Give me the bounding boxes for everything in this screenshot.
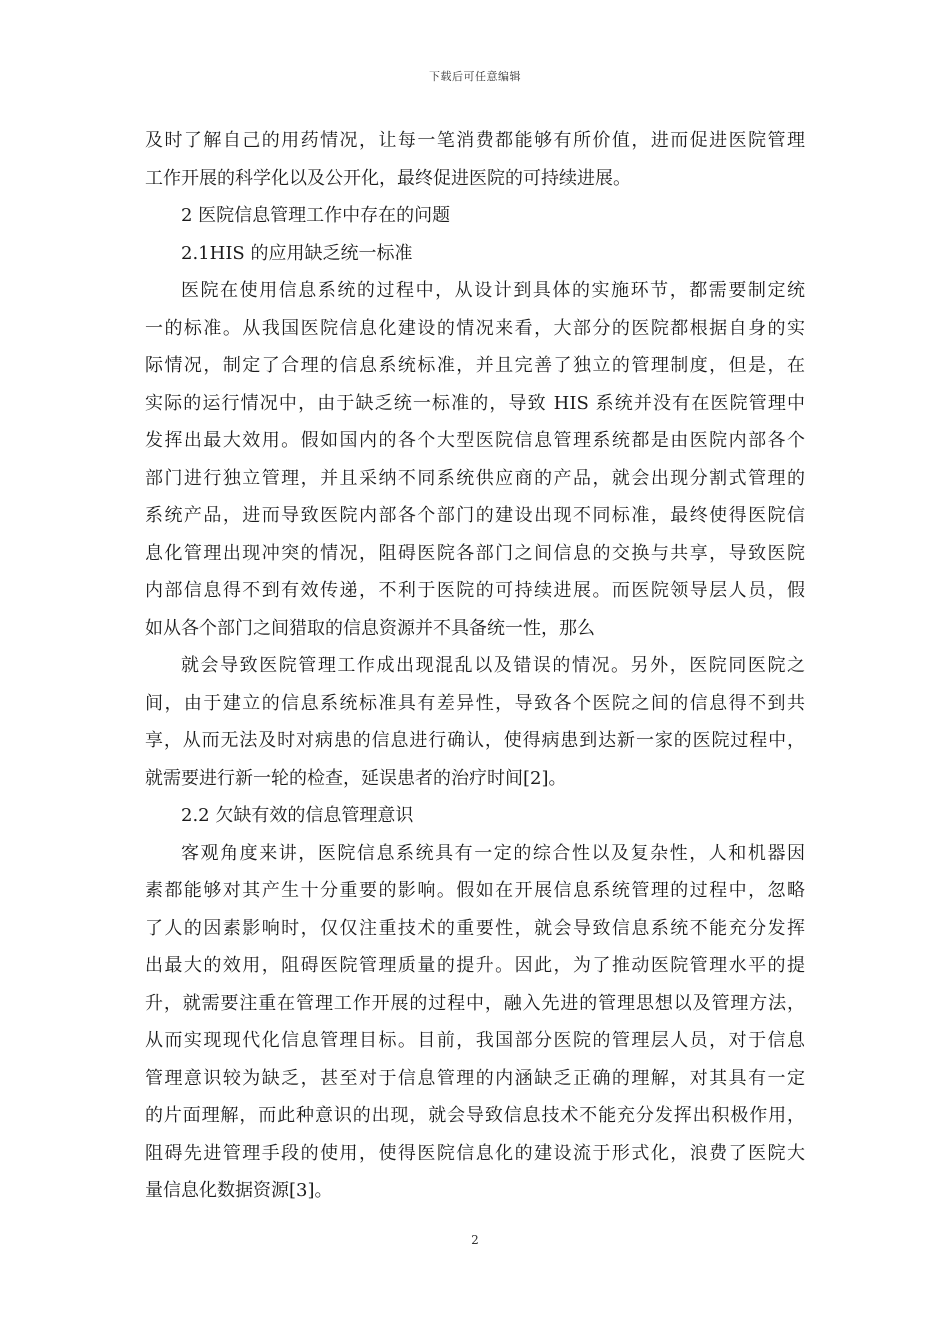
text-line: 部门进行独立管理，并且采纳不同系统供应商的产品，就会出现分割式管理的	[145, 467, 805, 489]
paragraph	[145, 122, 805, 197]
text-line: 系统产品，进而导致医院内部各个部门的建设出现不同标准，最终使得医院信	[145, 505, 805, 526]
page-number: 2	[471, 1233, 479, 1247]
text-line: 从而实现现代化信息管理目标。目前，我国部分医院的管理层人员，对于信息	[145, 1030, 805, 1051]
text-line: 息化管理出现冲突的情况，阻碍医院各部门之间信息的交换与共享，导致医院	[145, 542, 805, 564]
text-line: 及时了解自己的用药情况，让每一笔消费都能够有所价值，进而促进医院管理	[145, 130, 805, 151]
text-line: 享，从而无法及时对病患的信息进行确认，使得病患到达新一家的医院过程中，	[145, 730, 805, 751]
text-line: 出最大的效用，阻碍医院管理质量的提升。因此，为了推动医院管理水平的提	[145, 955, 805, 976]
paragraph	[145, 835, 805, 1210]
text-line: 的片面理解，而此种意识的出现，就会导致信息技术不能充分发挥出积极作用，	[145, 1105, 805, 1126]
section-heading: 2 医院信息管理工作中存在的问题	[181, 205, 451, 226]
text-line: 了人的因素影响时，仅仅注重技术的重要性，就会导致信息系统不能充分发挥	[145, 917, 805, 939]
text-line: 医院在使用信息系统的过程中，从设计到具体的实施环节，都需要制定统	[181, 280, 805, 301]
text-line: 素都能够对其产生十分重要的影响。假如在开展信息系统管理的过程中，忽略	[145, 880, 805, 901]
text-line: 量信息化数据资源[3]。	[145, 1180, 333, 1201]
text-line: 就会导致医院管理工作成出现混乱以及错误的情况。另外，医院同医院之	[181, 655, 805, 676]
text-line: 阻碍先进管理手段的使用，使得医院信息化的建设流于形式化，浪费了医院大	[145, 1142, 805, 1164]
paragraph	[145, 272, 805, 647]
text-line: 一的标准。从我国医院信息化建设的情况来看，大部分的医院都根据自身的实	[145, 317, 805, 339]
page-header: 下载后可任意编辑	[429, 70, 521, 83]
text-line: 内部信息得不到有效传递，不利于医院的可持续进展。而医院领导层人员，假	[145, 580, 805, 601]
text-line: 工作开展的科学化以及公开化，最终促进医院的可持续进展。	[145, 167, 631, 189]
document-body	[145, 122, 805, 1210]
text-line: 管理意识较为缺乏，甚至对于信息管理的内涵缺乏正确的理解，对其具有一定	[145, 1067, 805, 1089]
text-line: 客观角度来讲，医院信息系统具有一定的综合性以及复杂性，人和机器因	[181, 842, 805, 864]
text-line: 实际的运行情况中，由于缺乏统一标准的，导致 HIS 系统并没有在医院管理中	[145, 392, 805, 414]
text-line: 发挥出最大效用。假如国内的各个大型医院信息管理系统都是由医院内部各个	[145, 430, 805, 451]
paragraph	[145, 647, 805, 797]
text-line: 升，就需要注重在管理工作开展的过程中，融入先进的管理思想以及管理方法，	[145, 992, 805, 1014]
text-line: 如从各个部门之间猎取的信息资源并不具备统一性，那么	[145, 617, 595, 639]
text-line: 际情况，制定了合理的信息系统标准，并且完善了独立的管理制度，但是，在	[145, 355, 805, 376]
text-line: 间，由于建立的信息系统标准具有差异性，导致各个医院之间的信息得不到共	[145, 692, 805, 714]
subsection-heading: 2.1HIS 的应用缺乏统一标准	[181, 242, 413, 264]
subsection-heading: 2.2 欠缺有效的信息管理意识	[181, 805, 414, 826]
text-line: 就需要进行新一轮的检查，延误患者的治疗时间[2]。	[145, 767, 567, 789]
